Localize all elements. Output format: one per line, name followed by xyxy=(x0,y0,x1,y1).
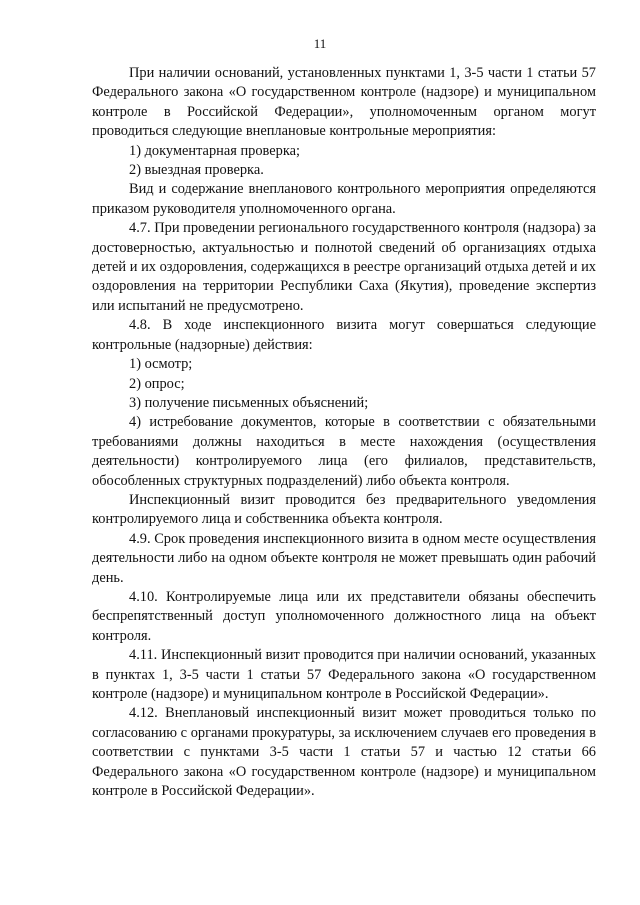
page-number: 11 xyxy=(313,36,327,51)
paragraph-4-10: 4.10. Контролируемые лица или их представители обязаны обеспечить беспрепятственный доступ уполномоченного должностного лица на объект контроля. xyxy=(92,588,596,644)
document-body xyxy=(92,64,596,801)
paragraph-4-9: 4.9. Срок проведения инспекционного визита в одном месте осуществления деятельности либо на одном объекте контроля не может превышать один рабочий день. xyxy=(92,530,596,586)
list-item-onsite-check: 2) выездная проверка. xyxy=(129,162,264,179)
paragraph-4-8: 4.8. В ходе инспекционного визита могут совершаться следующие контрольные (надзорные) действия: xyxy=(92,317,596,353)
list-item-document-request: 4) истребование документов, которые в соответствии с обязательными требованиями должны находиться в месте нахождения (осуществления деятельности) контролируемого лица (его филиалов, представительств, обособленных структурных подразделений) либо объекта контроля. xyxy=(92,414,596,489)
paragraph-no-notice: Инспекционный визит проводится без предварительного уведомления контролируемого лица и собственника объекта контроля. xyxy=(92,491,596,528)
paragraph-4-12: 4.12. Внеплановый инспекционный визит может проводиться только по согласованию с органами прокуратуры, за исключением случаев его проведения в соответствии с пунктами 3-5 части 1 статьи 57 и частью 12 статьи 66 Федерального закона «О государственном контроле (надзоре) и муниципальном контроле в Российской Федерации». xyxy=(92,705,596,800)
list-item-inspection: 1) осмотр; xyxy=(129,356,193,373)
list-item-written-explanations: 3) получение письменных объяснений; xyxy=(129,394,369,411)
list-item-survey: 2) опрос; xyxy=(129,375,185,392)
paragraph-unscheduled-grounds: При наличии оснований, установленных пунктами 1, 3-5 части 1 статьи 57 Федерального закона «О государственном контроле (надзоре) и муниципальном контроле в Российской Федерации», уполномоченным органом могут проводиться следующие внеплановые контрольные мероприятия: xyxy=(92,65,596,140)
paragraph-4-7: 4.7. При проведении регионального государственного контроля (надзора) за достоверностью, актуальностью и полнотой сведений об организациях отдыха детей и их оздоровления, содержащихся в реестре организаций отдыха детей и их оздоровления на территории Республики Саха (Якутия), проведение экспертиз или испытаний не предусмотрено. xyxy=(92,220,596,314)
list-item-documentary-check: 1) документарная проверка; xyxy=(129,142,300,159)
paragraph-order-type: Вид и содержание внепланового контрольного мероприятия определяются приказом руководителя уполномоченного органа. xyxy=(92,181,596,217)
paragraph-4-11: 4.11. Инспекционный визит проводится при наличии оснований, указанных в пунктах 1, 3-5 части 1 статьи 57 Федерального закона «О государственном контроле (надзоре) и муниципальном контроле в Российской Федерации». xyxy=(92,647,596,702)
